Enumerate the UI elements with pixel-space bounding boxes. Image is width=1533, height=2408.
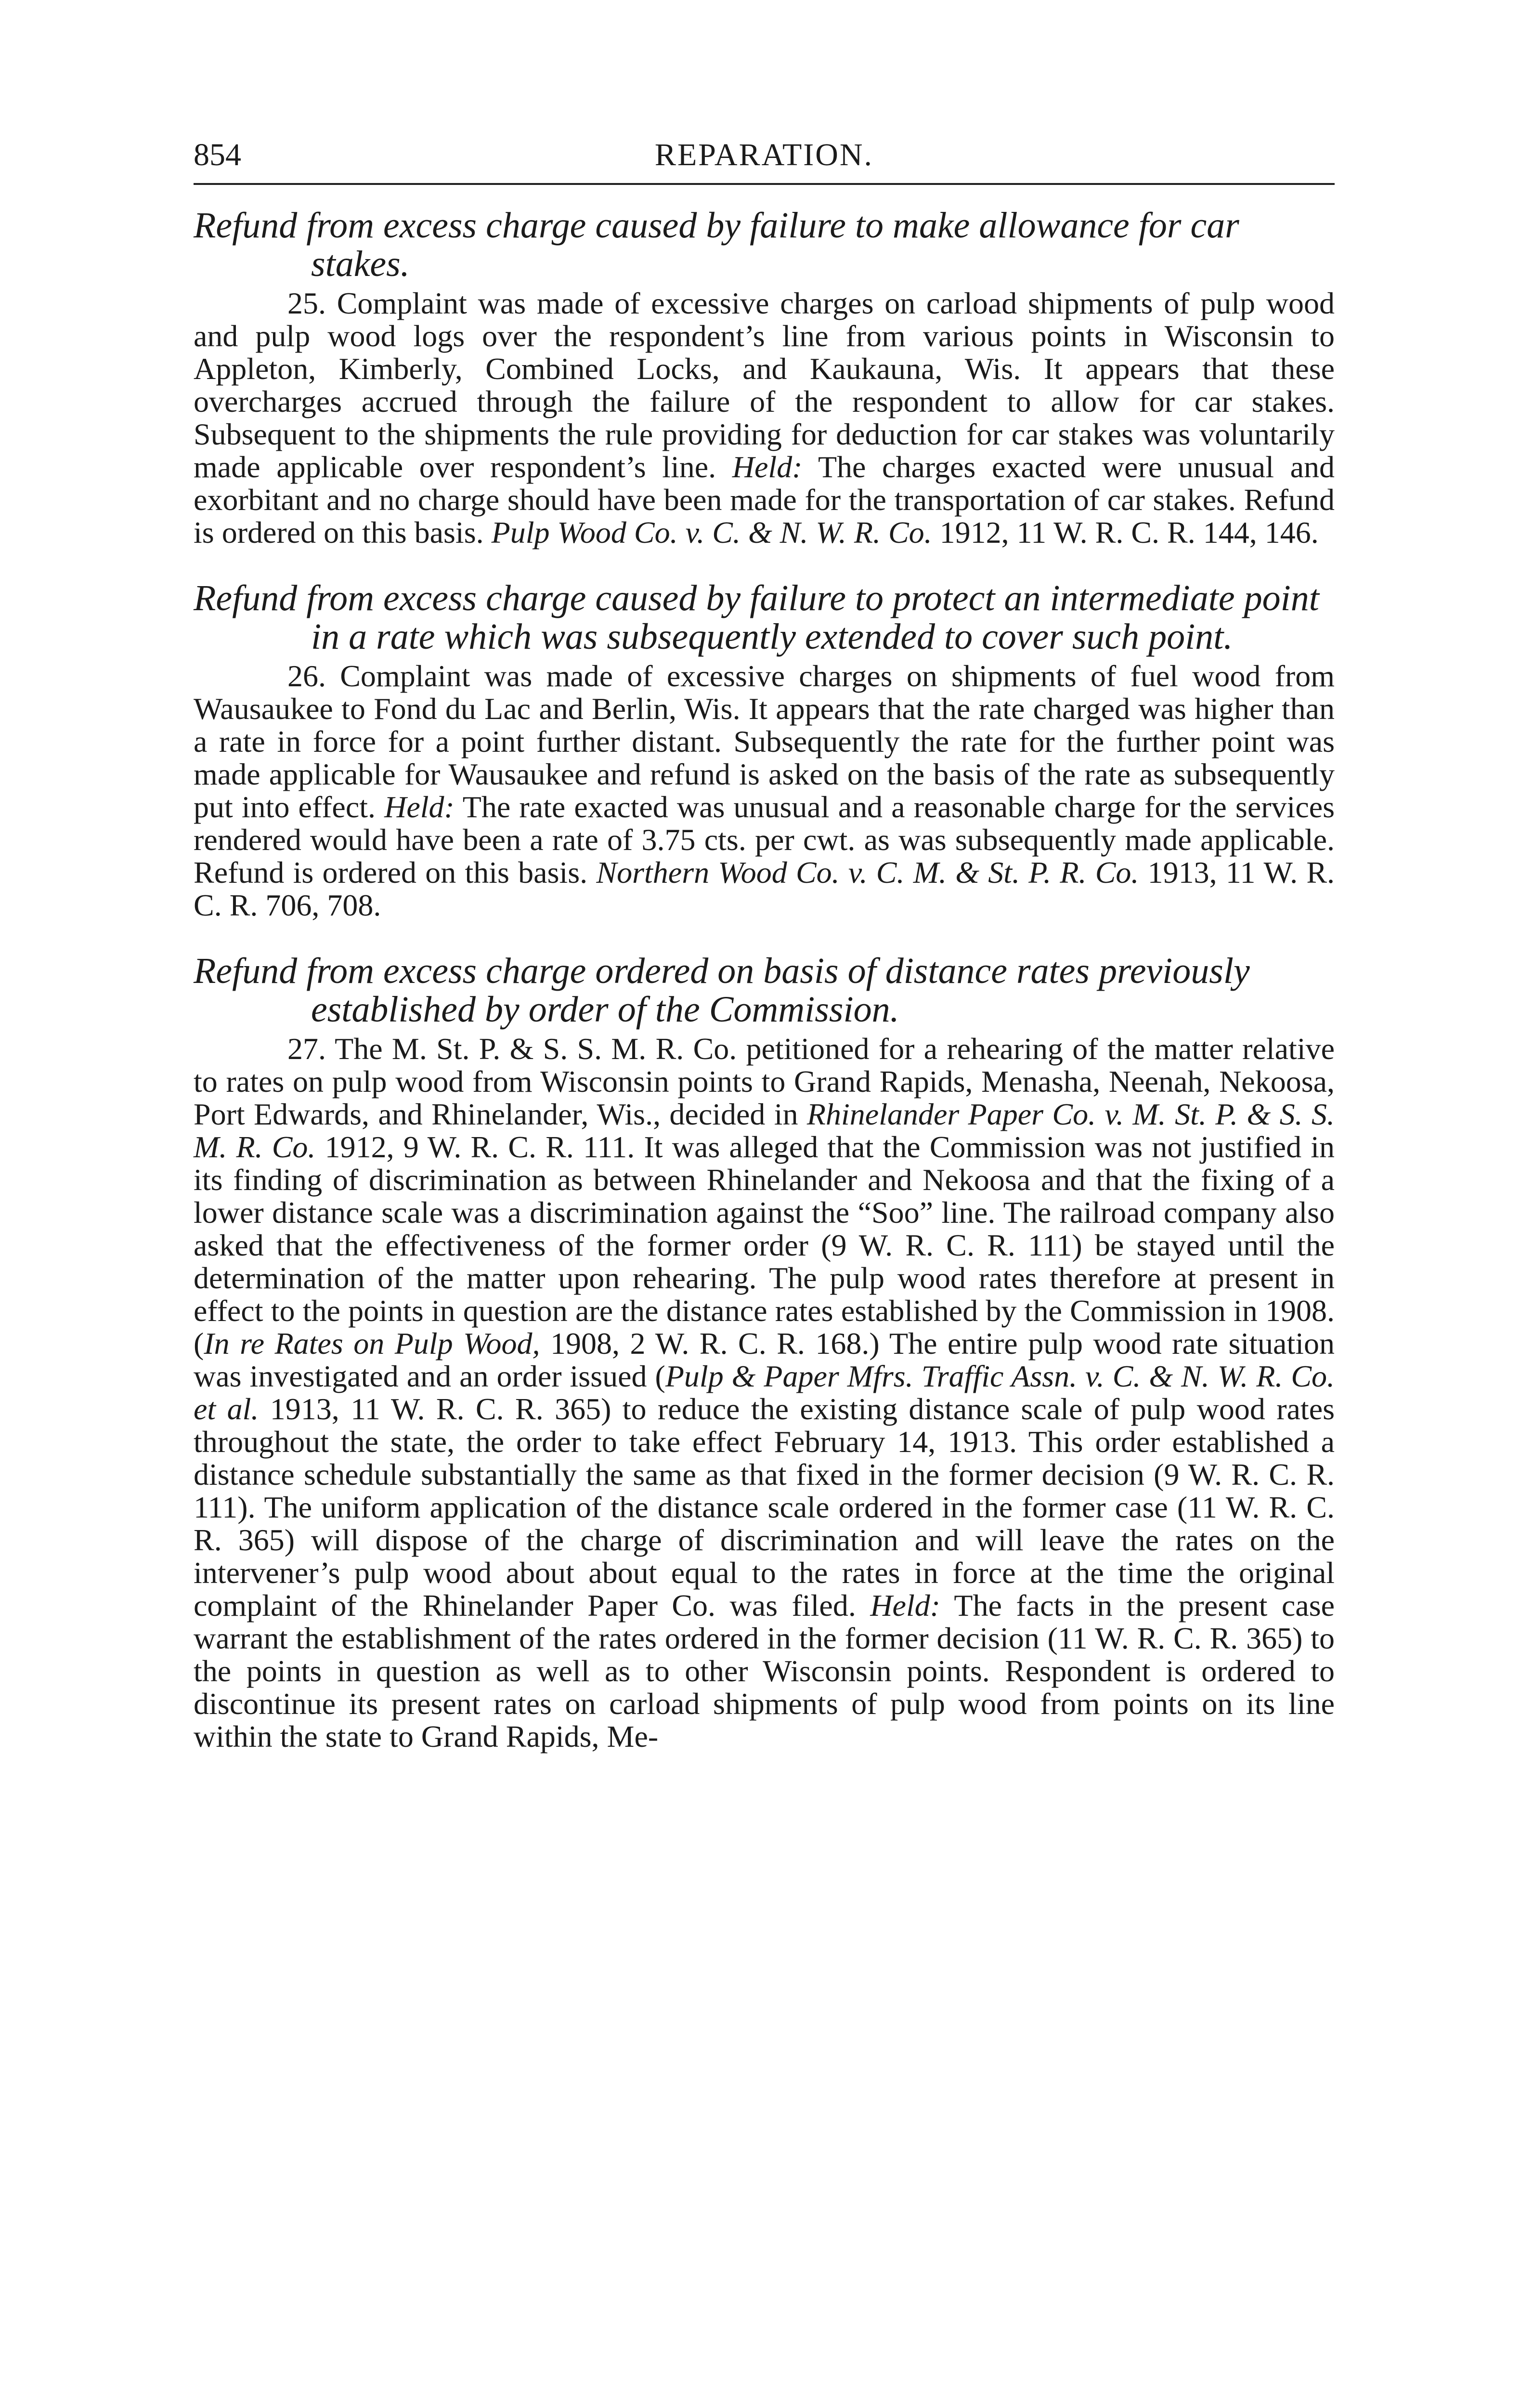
running-title: REPARATION.	[654, 137, 874, 172]
section-heading: Refund from excess charge caused by failure to make allowance for car stakes.	[194, 205, 1239, 284]
case-citation: In re Rates on Pulp Wood,	[204, 1326, 540, 1361]
paragraph-25	[194, 287, 1335, 549]
case-citation: Pulp & Paper Mfrs. Traffic Assn. v. C. & N. W. R. Co. et al.	[194, 1359, 1335, 1426]
held-label: Held:	[870, 1588, 941, 1623]
paragraph-text: 1913, 11 W. R. C. R. 365) to reduce the existing distance scale of pulp wood rates throughout the state, the order to take effect February 14, 1913. This order established a distance schedule substantially the same as that fixed in the former decision (9 W. R. C. R. 111). The uniform application of the distance scale ordered in the former case (11 W. R. C. R. 365) will dispose of the charge of discrimination and will leave the rates on the intervener’s pulp wood about about equal to the rates in force at the time the original complaint of the Rhinelander Paper Co. was filed.	[194, 1392, 1335, 1623]
paragraph-text: 27. The M. St. P. & S. S. M. R. Co. petitioned for a rehearing of the matter relative to rates on pulp wood from Wisconsin points to Grand Rapids, Menasha, Neenah, Nekoosa, Port Edwards, and Rhinelander, Wis., decided in	[194, 1032, 1335, 1131]
citation-reference: 1913, 11 W. R. C. R. 706, 708.	[194, 855, 1335, 922]
holding-text: The facts in the present case warrant the establishment of the rates ordered in the former decision (11 W. R. C. R. 365) to the points in question as well as to other Wisconsin points. Respondent is ordered to discontinue its present rates on carload shipments of pulp wood from points on its line within the state to Grand Rapids, Me-	[194, 1588, 1335, 1754]
section-25	[194, 206, 1335, 549]
paragraph-text: 1912, 9 W. R. C. R. 111. It was alleged that the Commission was not justified in its finding of discrimination as between Rhinelander and Nekoosa and that the fixing of a lower distance scale was a discrimination against the “Soo” line. The railroad company also asked that the effectiveness of the former order (9 W. R. C. R. 111) be stayed until the determination of the matter upon rehearing. The pulp wood rates therefore at present in effect to the points in question are the distance rates established by the Commission in 1908. (	[194, 1130, 1335, 1361]
held-label: Held:	[732, 450, 803, 484]
held-label: Held:	[384, 790, 455, 824]
paragraph-text: 25. Complaint was made of excessive charges on carload shipments of pulp wood and pulp wood logs over the respondent’s line from various points in Wisconsin to Appleton, Kimberly, Combined Locks, and Kaukauna, Wis. It appears that these overcharges accrued through the failure of the respondent to allow for car stakes. Subsequent to the shipments the rule providing for deduction for car stakes was voluntarily made applicable over respondent’s line.	[194, 286, 1335, 484]
case-citation: Pulp Wood Co. v. C. & N. W. R. Co.	[491, 515, 932, 550]
section-heading: Refund from excess charge caused by failure to protect an intermediate point in a rate which was subsequently extended to cover such point.	[194, 578, 1319, 657]
holding-text: The rate exacted was unusual and a reasonable charge for the services rendered would have been a rate of 3.75 cts. per cwt. as was subsequently made applicable. Refund is ordered on this basis.	[194, 790, 1335, 890]
paragraph-text: 26. Complaint was made of excessive charges on shipments of fuel wood from Wausaukee to Fond du Lac and Berlin, Wis. It appears that the rate charged was higher than a rate in force for a point further distant. Subsequently the rate for the further point was made applicable for Wausaukee and refund is asked on the basis of the rate as subsequently put into effect.	[194, 659, 1335, 824]
section-heading: Refund from excess charge ordered on basis of distance rates previously established by order of the Commission.	[194, 951, 1250, 1030]
running-head	[194, 130, 1335, 180]
page-number: 854	[194, 137, 241, 172]
header-rule	[194, 183, 1335, 185]
document-page	[194, 130, 1335, 1753]
paragraph-text: 1908, 2 W. R. C. R. 168.) The entire pulp wood rate situation was investigated and an order issued (	[194, 1326, 1335, 1393]
case-citation: Rhinelander Paper Co. v. M. St. P. & S. S. M. R. Co.	[194, 1097, 1335, 1164]
section-27	[194, 952, 1335, 1753]
paragraph-27	[194, 1033, 1335, 1753]
paragraph-26	[194, 660, 1335, 922]
holding-text: The charges exacted were unusual and exorbitant and no charge should have been made for the transportation of car stakes. Refund is ordered on this basis.	[194, 450, 1335, 550]
case-citation: Northern Wood Co. v. C. M. & St. P. R. Co.	[596, 855, 1139, 890]
section-26	[194, 579, 1335, 922]
citation-reference: 1912, 11 W. R. C. R. 144, 146.	[939, 515, 1319, 550]
